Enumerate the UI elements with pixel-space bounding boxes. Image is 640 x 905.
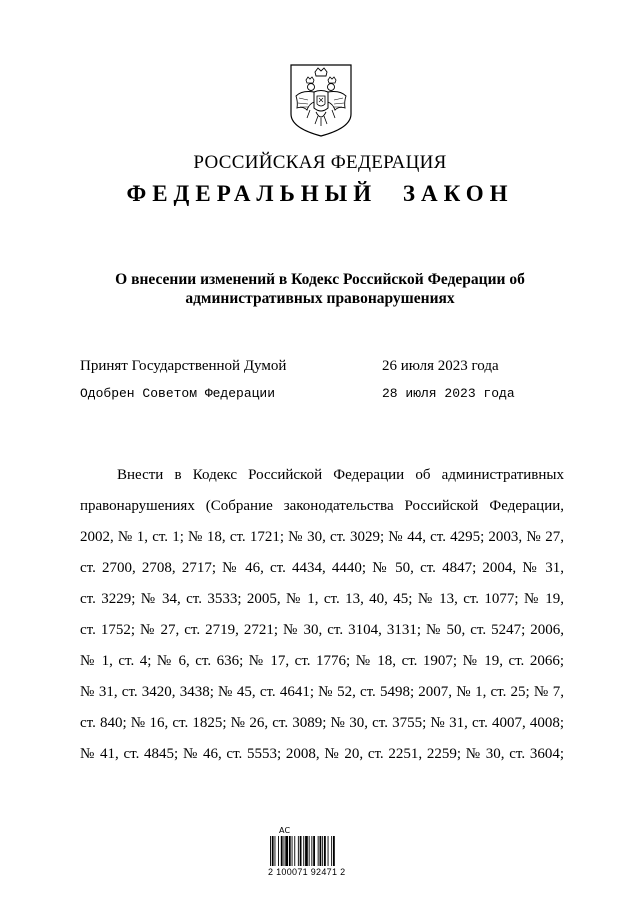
document-barcode (268, 826, 358, 878)
body-line: Внести в Кодекс Российской Федерации об административных (117, 467, 564, 483)
duma-adoption-label: Принят Государственной Думой (80, 358, 287, 374)
council-approval-date: 28 июля 2023 года (382, 386, 515, 401)
body-line: ст. 1752; № 27, ст. 2719, 2721; № 30, ст. 3104, 3131; № 50, ст. 5247; 2006, (80, 622, 564, 638)
body-line: ст. 2700, 2708, 2717; № 46, ст. 4434, 4440; № 50, ст. 4847; 2004, № 31, (80, 560, 564, 576)
body-line: № 31, ст. 3420, 3438; № 45, ст. 4641; № 52, ст. 5498; 2007, № 1, ст. 25; № 7, (80, 684, 564, 700)
barcode-icon (270, 836, 356, 866)
council-approval-label: Одобрен Советом Федерации (80, 386, 276, 401)
duma-adoption-date: 26 июля 2023 года (382, 358, 499, 374)
body-line: № 41, ст. 4845; № 46, ст. 5553; 2008, № 20, ст. 2251, 2259; № 30, ст. 3604; (80, 746, 564, 762)
country-name: РОССИЙСКАЯ ФЕДЕРАЦИЯ (193, 152, 447, 173)
barcode-mark: АС (279, 826, 291, 835)
barcode-number: 2 100071 92471 2 (268, 867, 346, 877)
coat-of-arms-icon (288, 62, 354, 138)
body-line: 2002, № 1, ст. 1; № 18, ст. 1721; № 30, ст. 3029; № 44, ст. 4295; 2003, № 27, (80, 529, 564, 545)
law-type-heading: ФЕДЕРАЛЬНЫЙ ЗАКОН (126, 181, 514, 206)
law-title-line-2: административных правонарушениях (185, 290, 455, 307)
body-line: ст. 3229; № 34, ст. 3533; 2005, № 1, ст. 13, 40, 45; № 13, ст. 1077; № 19, (80, 591, 564, 607)
body-line: ст. 840; № 16, ст. 1825; № 26, ст. 3089; № 30, ст. 3755; № 31, ст. 4007, 4008; (80, 715, 564, 731)
body-line: правонарушениях (Собрание законодательства Российской Федерации, (80, 498, 564, 514)
law-title (80, 270, 560, 308)
law-body-paragraph (80, 460, 564, 770)
body-line: № 1, ст. 4; № 6, ст. 636; № 17, ст. 1776; № 18, ст. 1907; № 19, ст. 2066; (80, 653, 564, 669)
law-title-line-1: О внесении изменений в Кодекс Российской Федерации об (115, 271, 525, 288)
